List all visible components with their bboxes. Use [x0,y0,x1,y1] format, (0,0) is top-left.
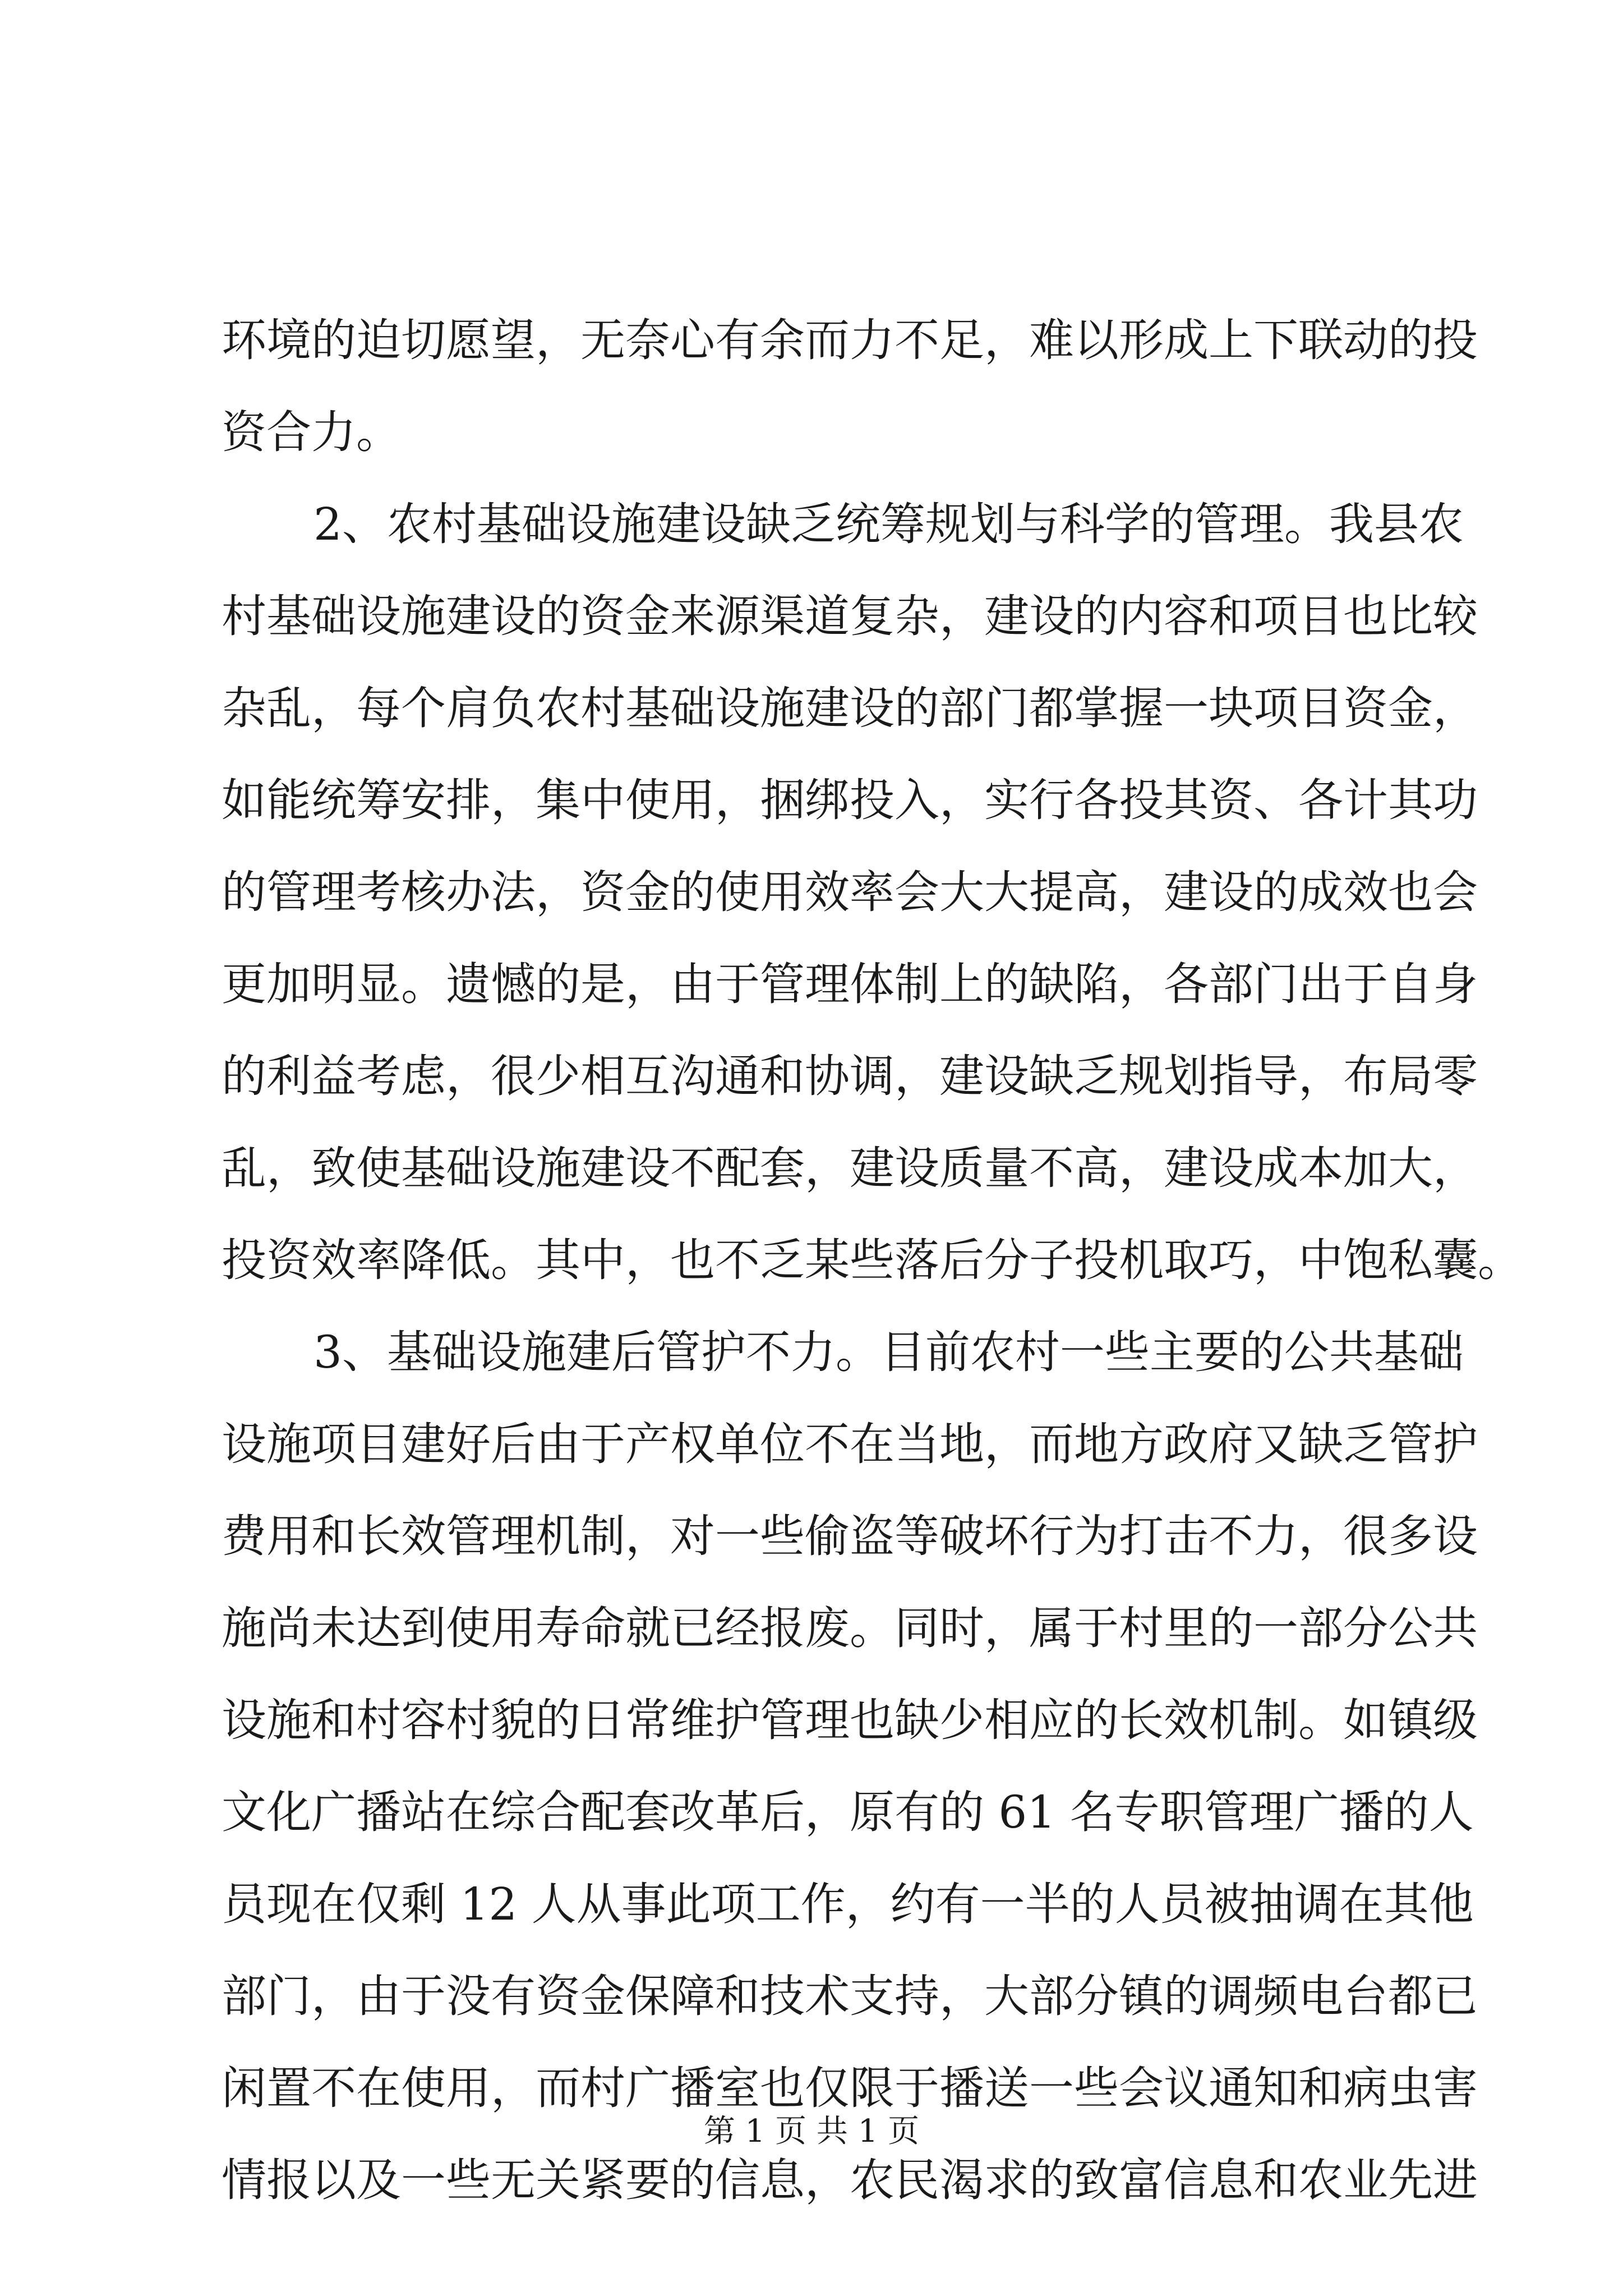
text-line: 的管理考核办法，资金的使用效率会大大提高，建设的成效也会 [222,866,1478,918]
text-line: 费用和长效管理机制，对一些偷盗等破坏行为打击不力，很多设 [222,1510,1478,1562]
text-line: 部门，由于没有资金保障和技术支持，大部分镇的调频电台都已 [222,1970,1478,2022]
text-line: 文化广播站在综合配套改革后，原有的 61 名专职管理广播的人 [222,1786,1474,1838]
text-line: 3、基础设施建后管护不力。目前农村一些主要的公共基础 [313,1326,1464,1378]
text-line: 设施和村容村貌的日常维护管理也缺少相应的长效机制。如镇级 [222,1694,1478,1746]
page-number-footer: 第 1 页 共 1 页 [703,2113,920,2150]
text-line: 设施项目建好后由于产权单位不在当地，而地方政府又缺乏管护 [222,1418,1478,1470]
text-line: 施尚未达到使用寿命就已经报废。同时，属于村里的一部分公共 [222,1602,1478,1654]
document-body [222,295,1523,2226]
text-line: 的利益考虑，很少相互沟通和协调，建设缺乏规划指导，布局零 [222,1050,1478,1102]
text-line: 资合力。 [222,406,401,458]
text-line: 员现在仅剩 12 人从事此项工作，约有一半的人员被抽调在其他 [222,1878,1474,1930]
text-line: 如能统筹安排，集中使用，捆绑投入，实行各投其资、各计其功 [222,774,1478,826]
text-line: 情报以及一些无关紧要的信息，农民渴求的致富信息和农业先进 [222,2154,1478,2206]
text-line: 环境的迫切愿望，无奈心有余而力不足，难以形成上下联动的投 [222,314,1478,366]
text-line: 闲置不在使用，而村广播室也仅限于播送一些会议通知和病虫害 [222,2062,1478,2114]
text-line: 村基础设施建设的资金来源渠道复杂，建设的内容和项目也比较 [222,590,1478,642]
text-line: 投资效率降低。其中，也不乏某些落后分子投机取巧，中饱私囊。 [222,1234,1523,1286]
text-line: 乱，致使基础设施建设不配套，建设质量不高，建设成本加大， [222,1142,1478,1194]
text-line: 2、农村基础设施建设缺乏统筹规划与科学的管理。我县农 [313,498,1464,550]
text-line: 更加明显。遗憾的是，由于管理体制上的缺陷，各部门出于自身 [222,958,1478,1010]
text-line: 杂乱，每个肩负农村基础设施建设的部门都掌握一块项目资金， [222,682,1478,734]
